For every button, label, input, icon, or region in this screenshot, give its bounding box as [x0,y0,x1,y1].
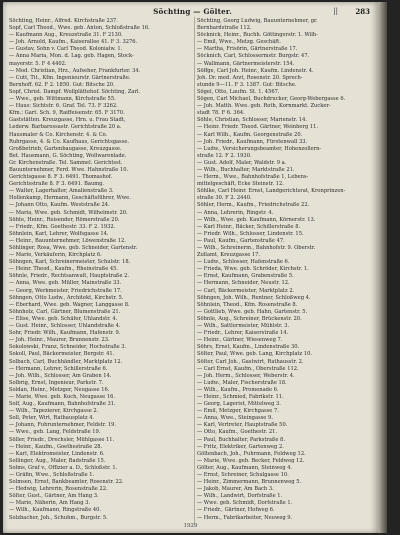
directory-entry: Söhlke, Carl Heinr. Ernst, Landgerichtsrat, Kronprinzen- [197,188,346,195]
directory-entry: — Hermann, Schneider, Neustr. 12. [197,280,290,287]
directory-entry: Söcknich, Carl, Schlossermstr. Burgstr. 47. [197,53,310,60]
directory-entry: Kfm.: Gart. Sch. 9, Raiffeisenstr. 65. F 3170. [9,110,125,117]
directory-entry: — Joh. Matth. Wwe. geb. Roth, Kornmarkt. Zucker- [197,103,331,110]
directory-entry: — Herm., Wwe., Bahnhofstraße 1, Lebens- [197,174,309,181]
directory-entry: — Karl, Vertreter, Hauptstraße 50. [197,422,288,429]
directory-entry: — Wilh., Tapezierer, Kirchgasse 2. [9,408,99,415]
directory-entry: Gr. Kirchenstraße. Tel. Sammel. Gerichtsst. [9,159,123,166]
left-column [9,18,192,522]
directory-entry: Söcknick, Heinr., Buchh. Göttingerstr. 1. Wilh- [197,32,318,39]
directory-entry: Hausmaler & Co. Kirchenstr. 4. & Co. [9,131,108,138]
directory-entry: — Marie, Wwe. geb. Becker, Feldweg 12. [197,457,305,464]
directory-entry: — Karl, Elektromeister, Lindenstr. 6. [9,450,105,457]
directory-entry: — Marie, Näherin, Am Hang 3. [9,500,91,507]
directory-entry: — Gottlieb, Wwe. geb. Hahn, Gartenstr. 5. [197,308,308,315]
directory-entry: — Anna, Lehrerin, Ringstr. 4. [197,209,274,216]
directory-entry: Sögel, Otto, Laufm. St. 1. 4567. [197,88,280,95]
directory-entry: Söffge, Carl Joh. Heinr., Kaufm. Lindenstr. 4. [197,67,314,74]
directory-entry: Sögen, Carl Michael, Buchdrucker, Georg-Webergasse 6. [197,96,346,103]
directory-entry: Gerichtsstraße 8. F 3. 6491. Baumg. [9,181,105,188]
directory-entry: Solbach, Carl, Buchhändler, Marktplatz 12. [9,358,123,365]
directory-entry: — Karl Heinr., Bäcker, Schillerstraße 8. [197,223,301,230]
directory-entry: Soldan, Heinr., Metzger, Neugasse 16. [9,386,110,393]
directory-entry: — Walter, Lagerhalter, Amalienstraße 3. [9,188,114,195]
directory-entry: — Emil, Metzger, Kirchgasse 7. [197,408,279,415]
directory-entry: — Fritz, Elektriker, Gartenweg 2. [197,443,284,450]
directory-entry: Solbrig, Ernst, Ingenieur, Parkstr. 7. [9,379,104,386]
directory-entry: Söhngen, Otto Ludw., Architekt, Kirchstr. 5. [9,294,124,301]
directory-entry: — Kaufmann Aug., Kreuzstraße 31. F 2130. [9,32,123,39]
directory-entry: Sopf, Christ. Dampf. Wollplättehof. Söchting, Zarl. [9,88,141,95]
directory-entry: — Wilh., Schreinerm., Bahnhofstr. 9. Oberstr. [197,245,316,251]
directory-entry: — Heinr., Schmied, Fabrikstr. 11. [197,393,284,400]
directory-entry: Hollenkamp, Hermann, Geschäftsführer, Wwe. [9,195,131,202]
directory-entry: — Wilh., Landwirt, Dorfstraße 1. [197,493,283,500]
directory-entry: — Gustav, Sohn v. Carl Theod. Kolonialw. 1. [9,46,123,53]
directory-entry: Bernhoff. 62. F 2. 1850. Gut: Bitsche 20. [9,81,115,88]
directory-entry: — Frieda, Wwe. geb. Schröder, Kirchstr. 1. [197,266,309,273]
directory-entry: mittelgeschäft, Ecke Steinstr. 12. [197,181,284,188]
directory-entry: straße 12. F 2. 1930. [197,152,252,159]
directory-entry: — Heinr., Zimmermann, Brunnenweg 5. [197,479,302,486]
directory-entry: — Johann, Fuhrunternehmer, Feldstr. 19. [9,422,117,429]
directory-entry: — Wwe., geb. Lang, Feldstraße 19. [9,429,101,436]
directory-entry: — Friedr. Wilh., Schlosser, Lindenstr. 15. [197,230,304,237]
directory-entry: — Ludw., Maler, Fischerstraße 18. [197,379,287,386]
directory-entry: Solzbacher, Joh., Schuhm., Burgstr. 5. [9,514,108,521]
directory-entry: — Marie, Verkäuferin, Kirchplatz 6. [9,252,102,259]
directory-entry: — Georg, Lagerist, Mittelweg 3. [197,401,281,408]
directory-entry: Sohr, Friedr. Wilh., Kaufmann, Hafenstr. 9. [9,330,121,337]
directory-entry: — Joh. Herm., Schlosser, Weberstr. 4. [197,372,295,379]
directory-entry: Lederw. Barbarossastr. Gerichtstraße 20 a. [9,124,122,131]
directory-entry: — Anna, Wwe., Steingasse 9. [197,415,273,422]
directory-entry: straße 30. F 2. 2440. [197,195,252,202]
page-footer: 1929 [183,523,198,529]
directory-entry: Söchting, Georg Ludwig, Bauunternehmer, gr. [197,18,318,24]
directory-entry: — Heinr. Theod., Kaufm., Rheinstraße 45. [9,266,119,273]
directory-entry: Göltenbach, Joh., Fuhrmann, Feldweg 12. [197,450,306,457]
directory-entry: — Heinr. Friedr. Theod. Gärtner, Weinberg 11. [197,124,318,131]
directory-entry: Solms, Graf v., Offizier a. D., Schloßstr. 1. [9,464,118,471]
directory-entry: stunde 9—11. F 3. 1387. Gut: Bitsche. [197,81,297,88]
directory-entry: Söhte, Heinr., Reisender, Römerstraße 20. [9,216,120,223]
section-mark: || [333,7,338,15]
directory-entry: Söhngen, Karl, Schreinermeister, Schulstr. 18. [9,259,131,266]
directory-entry: — Wilh., Buchhalter, Marktstraße 21. [197,166,295,173]
directory-entry: — Wilh., Kaufm., Promenade 6. [197,386,279,393]
directory-entry: — Friedr., Kfm. Goethestr. 33. F 2. 1932. [9,223,116,230]
directory-entry: — Georg, Werkmeister, Friedrichstraße 17. [9,287,122,294]
directory-entry: Sölter, Carl Joh., Gastwirt, Rathausstr. 2. [197,358,304,365]
directory-entry: Solmsen, Ernst, Bankbeamter, Rosenstr. 22. [9,479,124,486]
directory-entry: — Wilh., Kaufmann, Ringstraße 40. [9,507,102,514]
directory-entry: Soll, Peter, Wirt, Rathausplatz 4. [9,415,95,422]
directory-page [3,2,378,533]
directory-entry: Söhnlein, Karl, Lehrer, Wolfsgasse 14. [9,230,109,237]
directory-entry: Großbetrieb, Gartenbaugasse, Kreuzgasse. [9,145,122,152]
directory-entry: — Johann Otto, Kaufm. Weststraße 24. [9,202,110,209]
directory-entry: Sokoll, Paul, Bäckermeister, Bergstr. 41. [9,351,115,358]
directory-entry: Ruhrgasse, 4. & Co. Kaufhaus, Gerichtsgasse. [9,138,130,145]
directory-entry: — Joh. Arnold, Kaufm., Kaiserallee 41. F 3. 3276. [9,39,138,46]
directory-entry: stadt 78. F 6. 364. [197,110,245,117]
directory-entry: Söhlinger, Rosa, Wwe. geb. Schneider, Gartenstr. [9,245,138,251]
directory-entry: — Friedr., Gärtner, Hofweg 6. [197,507,275,514]
directory-entry: — Karl Wilh., Kaufm. Georgenstraße 20. [197,131,303,138]
directory-entry: — Joh. Heinr., Maurer, Brunnenstr. 23. [9,337,110,344]
directory-entry: Bernhardstraße 112. [197,25,252,32]
directory-entry: Söhrs, Ernst, Kaufm., Lindenstraße 30. [197,344,300,351]
directory-entry: — Marie, Wwe. geb. Koch, Neugasse 16. [9,393,115,400]
page-edge [378,2,387,533]
directory-entry: — Emil, Wwe., Metzg. Geschäft. [197,39,281,46]
directory-entry: Gölter, Aug., Kaufmann, Steinweg 4. [197,464,293,471]
directory-entry: Söhle, Christian, Schlosser, Marienstr. 14. [197,117,307,124]
directory-entry: Sokolowski, Franz, Schneider, Hochstraße 3. [9,344,127,351]
directory-entry: Söhnle, Aug., Schreiner, Brückenstr. 20. [197,315,302,322]
directory-entry: — Wwe. geb. Schmidt, Dorfstraße 1. [197,500,293,507]
directory-entry: Gerichtsgasse 8. F 3. 6491. Thomashof. [9,174,113,181]
directory-entry: Söller, Friedr., Drechsler, Mühlgasse 11. [9,436,115,443]
directory-entry: Sollinger, Aug., Maler, Badstraße 15. [9,457,106,464]
directory-entry: Solf, Aug., Kaufmann, Bahnhofstraße 31. [9,401,116,408]
directory-entry: Söhler, Herm., Kaufm., Friedrichstraße 22. [197,202,310,209]
directory-entry: Söhnlein, Theod., Kfm. Rosenstraße 8. [197,301,298,308]
directory-entry: Bet. Hausmann, G. Söchting, Wollwarenlade. [9,152,127,159]
directory-entry: — Eberhard, Wwe. geb. Wagner, Langgasse 8. [9,301,130,308]
directory-entry: Sölter, Gust., Gärtner, Am Hang 3. [9,493,99,500]
directory-entry: — Jakob, Maurer, Am Bach 3. [197,486,274,493]
directory-entry: — Gräfin, Wwe., Schloßstraße 1. [9,472,95,478]
column-divider [194,17,195,525]
directory-entry: Söhnle, Friedr., Rechtsanwalt, Hauptstraße 2. [9,273,130,280]
directory-entry: — Friedr., Lehrer, Kaiserstraße 14. [197,330,289,337]
directory-entry: — Joh. Wilh., Schlosser, Am Graben 14. [9,372,112,379]
directory-entry: Zollamt, Kreuzgasse 17. [197,252,261,259]
directory-entry: — Ernst, Kaufmann, Grabenstraße 5. [197,273,294,280]
directory-entry: — Carl Ernst, Kaufm., Oberstraße 112. [197,365,299,372]
directory-entry: — Martha, Frisörin, Gärtnerstraße 17. [197,46,298,53]
directory-entry: Sölter, Paul, Wwe. geb. Lang, Kirchplatz 10. [197,351,312,358]
directory-entry: — Gust. Adolf, Maler, Waldstr. 9 a. [197,159,287,166]
running-head: Söchting — Gölter. [153,7,232,16]
directory-entry: — Carl, Bäckermeister, Marktplatz 2. [197,287,295,294]
directory-entry: Söhnholz, Carl, Gärtner, Blumenstraße 21. [9,308,121,315]
page-header [13,7,372,17]
directory-entry: — Haus: Sichtstr. 6. Graf. Tel. 73. F 3262. [9,103,118,110]
directory-entry: — Herm., Fabrikarbeiter, Neuweg 9. [197,514,293,521]
directory-entry: — Heinr., Bauunternehmer, Löwenstraße 12. [9,237,126,244]
directory-entry: — Anna, Wwe. geb. Müller, Mainstraße 33. [9,280,122,287]
directory-entry: — Joh. Friedr., Kaufmann, Fürstenwall 33. [197,138,308,145]
directory-entry: — Heinr., Gärtner, Wiesenweg 7. [197,337,283,344]
directory-entry: — Wallmann, Gärtnermeisterstr. 154. [197,60,295,67]
directory-entry: — Wwe., geb. Wittmann, Kirchstraße 55. [9,96,116,103]
directory-entry: — Paul, Kaufm., Gartenstraße 47. [197,237,285,244]
directory-entry: — Gust. Heinr., Schlosser, Uhlandstraße 4. [9,323,121,330]
directory-entry: Sopf, Carl Theod., Wwe. geb. Anton, Schloßstraße 16. [9,25,150,32]
directory-entry: Söchting, Heinr., Alfred. Kirchstraße 237. [9,18,118,24]
directory-entry: — Ludw., Schlosser, Hafenstraße 6. [197,259,290,266]
directory-entry: — Mod. Christian, Hrz., Aufseher, Frankfurter. 34. [9,67,141,74]
directory-entry: Söhngen, Joh. Wilh., Rentner, Schloßweg 4. [197,294,311,301]
directory-entry: — Maria, Wwe. geb. Schmidt, Wilhelmstr. 20. [9,209,128,216]
directory-entry: — Heinr., Kaufm., Goethestraße 28. [9,443,103,450]
directory-entry: Bauunternehmer, Ferd. Wwe. Hahnstraße 10. [9,166,129,173]
page-number: 283 [355,7,370,16]
directory-entry: — Hermann, Lehrer, Schillerstraße 6. [9,365,108,372]
directory-entry: — Ernst, Schreiner, Schulgasse 10. [197,472,289,478]
directory-entry: — Cutt, Tit., Kfm. Ingenieurstr. Gärtnerstraße. [9,74,131,81]
directory-entry: — Elise, Wwe. geb. Schäfer, Uhlandstr. 4. [9,315,118,322]
directory-entry: Gaststätten. Kreuzgasse, Hrn. u. Frau Stadt, [9,117,126,124]
directory-entry: — Otto, Kaufm., Goethestr. 21. [197,429,278,436]
directory-entry: — Wilh., Sattlermeister, Mühlstr. 3. [197,323,290,330]
directory-entry: — Anna Maria, Mon. d. Lag. geb. Hagen, Stock- [9,53,134,60]
directory-entry: mayerstr. 5. F 4 4402. [9,60,67,67]
directory-entry: — Paul, Buchhalter, Parkstraße 8. [197,436,285,443]
directory-entry: Joh. Dr. med. Arzt, Rosenstr. 20. Sprech- [197,74,303,81]
directory-entry: — Wilh., Wwe. geb. Kaufmann, Körnerstr. 13. [197,216,316,223]
right-column [197,18,373,522]
directory-entry: — Hedwig, Lehrerin, Rosenstraße 22. [9,486,108,493]
directory-entry: — Ludw., Versicherungsbeamter, Hohenzollern- [197,145,322,152]
